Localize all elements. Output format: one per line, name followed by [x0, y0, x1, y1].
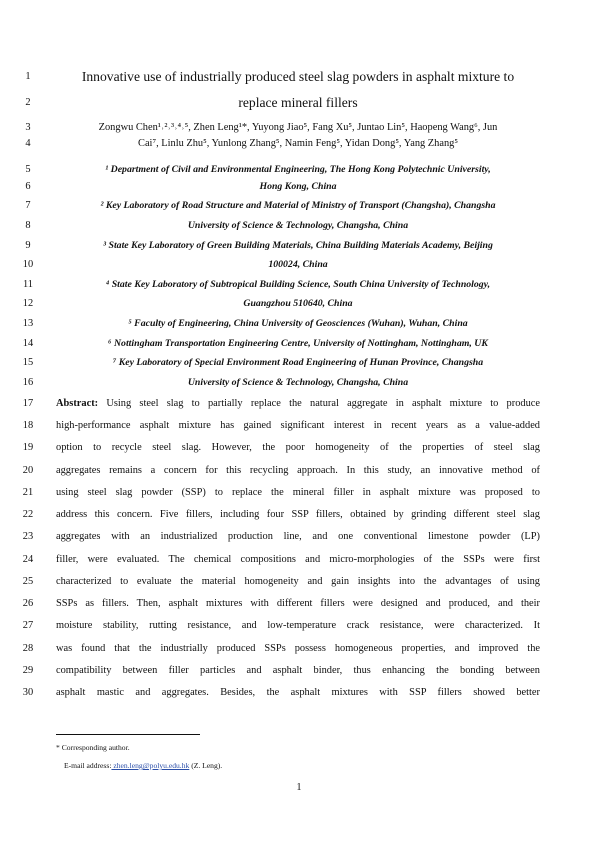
- email-label: E-mail address:: [64, 761, 112, 770]
- abstract-line: compatibility between filler particles and asphalt binder, thus enhancing the bonding between: [56, 665, 540, 676]
- line-number: 26: [22, 598, 34, 609]
- line-number: 30: [22, 687, 34, 698]
- line-number: 27: [22, 620, 34, 631]
- line-number: 23: [22, 531, 34, 542]
- line-number: 13: [22, 318, 34, 329]
- page-number: 1: [296, 782, 302, 793]
- line-number: 1: [25, 71, 31, 82]
- line-number: 9: [25, 240, 31, 251]
- abstract-line: characterized to evaluate the material homogeneity and gain insights into the advantages of using: [56, 576, 540, 587]
- affiliation-line: ⁷ Key Laboratory of Special Environment Road Engineering of Hunan Province, Changsha: [112, 357, 484, 368]
- line-number: 24: [22, 554, 34, 565]
- line-number: 11: [22, 279, 33, 290]
- line-number: 20: [22, 465, 34, 476]
- line-number: 19: [22, 442, 34, 453]
- affiliation-line: ⁴ State Key Laboratory of Subtropical Building Science, South China University of Technology,: [105, 279, 491, 290]
- abstract-line: address this concern. Five fillers, including four SSP fillers, obtained by grinding different steel slag: [56, 509, 540, 520]
- footnote-email: [64, 761, 222, 771]
- line-number: 25: [22, 576, 34, 587]
- affiliation-line: 100024, China: [268, 259, 328, 270]
- line-number: 7: [25, 200, 31, 211]
- email-link[interactable]: zhen.leng@polyu.edu.hk: [111, 761, 190, 770]
- line-number: 15: [22, 357, 34, 368]
- abstract-line: aggregates with an industrialized production line, and one conventional limestone powder (LP): [56, 531, 540, 542]
- line-number: 22: [22, 509, 34, 520]
- line-number: 2: [25, 97, 31, 108]
- line-number: 4: [25, 138, 31, 149]
- affiliation-line: ² Key Laboratory of Road Structure and Material of Ministry of Transport (Changsha), Changsha: [100, 200, 496, 211]
- line-number: 6: [25, 181, 31, 192]
- authors-line-2: Cai⁷, Linlu Zhu⁵, Yunlong Zhang⁵, Namin Feng⁵, Yidan Dong⁵, Yang Zhang⁵: [138, 138, 458, 149]
- abstract-line: [56, 398, 540, 410]
- paper-title-line-1: Innovative use of industrially produced steel slag powders in asphalt mixture to: [81, 69, 515, 84]
- affiliation-line: ⁶ Nottingham Transportation Engineering Centre, University of Nottingham, Nottingham, UK: [108, 338, 488, 349]
- line-number: 12: [22, 298, 34, 309]
- abstract-line: SSPs as fillers. Then, asphalt mixtures with different fillers were designed and produced, and their: [56, 598, 540, 609]
- line-number: 29: [22, 665, 34, 676]
- line-number: 5: [25, 164, 31, 175]
- abstract-text: Using steel slag to partially replace the natural aggregate in asphalt mixture to produce: [98, 398, 540, 409]
- line-number: 8: [25, 220, 31, 231]
- line-number: 16: [22, 377, 34, 388]
- affiliation-line: ¹ Department of Civil and Environmental Engineering, The Hong Kong Polytechnic University,: [105, 164, 491, 175]
- affiliation-line: ⁵ Faculty of Engineering, China University of Geosciences (Wuhan), Wuhan, China: [128, 318, 468, 329]
- footnote-corresponding: * Corresponding author.: [56, 743, 130, 752]
- abstract-line: asphalt mastic and aggregates. Besides, the asphalt mixtures with SSP fillers showed better: [56, 687, 540, 698]
- line-number: 21: [22, 487, 34, 498]
- line-number: 14: [22, 338, 34, 349]
- paper-title-line-2: replace mineral fillers: [238, 95, 358, 110]
- footnote-rule: [56, 734, 200, 735]
- abstract-label: Abstract:: [56, 398, 99, 409]
- abstract-line: moisture stability, rutting resistance, and low-temperature crack resistance, were characterized. It: [56, 620, 540, 631]
- authors-line-1: Zongwu Chen¹˒²˒³˒⁴˒⁵, Zhen Leng¹*, Yuyong Jiao⁵, Fang Xu⁵, Juntao Lin⁵, Haopeng Wang⁶, Jun: [98, 122, 498, 133]
- abstract-line: filler, were evaluated. The chemical compositions and micro-morphologies of the SSPs were first: [56, 554, 540, 565]
- affiliation-line: University of Science & Technology, Changsha, China: [187, 220, 409, 231]
- line-number: 18: [22, 420, 34, 431]
- affiliation-line: Hong Kong, China: [259, 181, 337, 192]
- line-number: 28: [22, 643, 34, 654]
- affiliation-line: University of Science & Technology, Changsha, China: [187, 377, 409, 388]
- abstract-line: was found that the industrially produced SSPs possess homogeneous properties, and improved the: [56, 643, 540, 654]
- line-number: 10: [22, 259, 34, 270]
- abstract-line: option to recycle steel slag. However, the poor homogeneity of the properties of steel slag: [56, 442, 540, 453]
- line-number: 3: [25, 122, 31, 133]
- email-suffix: (Z. Leng).: [189, 761, 223, 770]
- abstract-line: using steel slag powder (SSP) to replace the mineral filler in asphalt mixture was proposed to: [56, 487, 540, 498]
- affiliation-line: Guangzhou 510640, China: [243, 298, 353, 309]
- abstract-line: high-performance asphalt mixture has gained significant interest in recent years as a value-added: [56, 420, 540, 431]
- line-number: 17: [22, 398, 34, 409]
- abstract-line: aggregates remains a concern for this recycling approach. In this study, an innovative method of: [56, 465, 540, 476]
- affiliation-line: ³ State Key Laboratory of Green Building Materials, China Building Materials Academy, Beijing: [103, 240, 493, 251]
